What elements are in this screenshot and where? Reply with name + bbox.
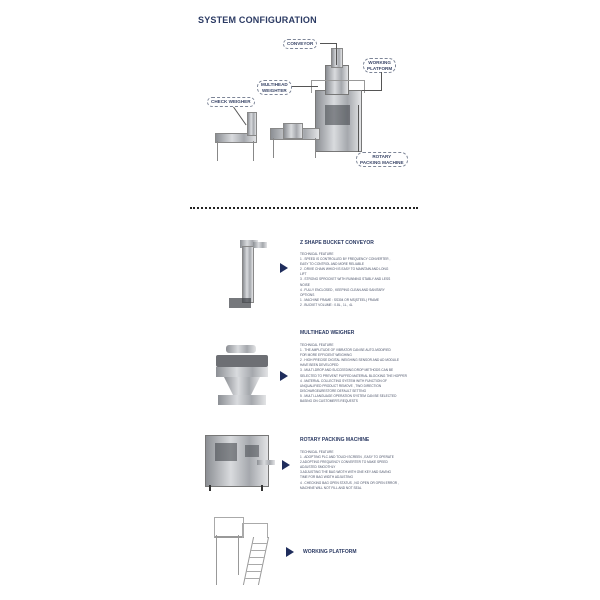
working-platform-frame: [311, 80, 365, 93]
arrow-icon: [280, 263, 288, 273]
multihead-weigher-image: [212, 340, 272, 410]
arrow-icon: [286, 547, 294, 557]
dotted-separator: [190, 207, 418, 209]
section-features: TECHNICAL FEATURE 1 . THE AMPLITUDE OF VIBRATOR CAN BE AUTO-MODIFIED FOR MORE EFFICIENT WEIGHING 2 . HIGH PRECISE DIGITAL WEIGHING SENSOR AND AD MODULE HAVE BEEN DEVELOPED 3 . MULTI-DROP AND SUCCEEDING DROP METHODS CAN BE SELECTED TO PREVENT PUFFED MATERIAL BLOCKING THE HOPPER 4 . MATERIAL COLLECTING SYSTEM WITH FUNCTION OF UNQUALIFIED PRODUCT REMOVE , TWO DIRECTION DISCHARGE&RESTORE DEFAULT SETTING 5 . MULTI-LANGUAGE OPERATION SYSTEM CAN BE SELECTED BASING ON CUSTOMER'S REQUESTS: [300, 343, 407, 404]
callout-rotary-packing-machine: ROTARY PACKING MACHINE: [356, 152, 408, 167]
callout-working-platform: WORKING PLATFORM: [363, 58, 396, 73]
page-title: SYSTEM CONFIGURATION: [198, 15, 317, 25]
callout-check-weigher: CHECK WEIGHER: [207, 97, 255, 107]
callout-multihead-weighter: MULTIHEAD WEIGHTER: [257, 80, 292, 95]
section-features: TECHNICAL FEATURE 1 . ADOPTING PLC AND TOUCH SCREEN , EASY TO OPERATE 2.ADOPTING FREQUENCY CONVERTER TO MAKE SPEED ADJUSTED SMOOTHLY 3.ADJUSTING THE BAG WIDTH WITH ONE KEY AND SAVING TIME FOR BAG WIDTH ADJUSTING 4 . CHECKING BAG OPEN STATUS , NO OPEN OR OPEN ERROR , MACHINE WILL NOT FILL AND NOT SEAL: [300, 450, 399, 490]
rotary-packing-machine-photo: [205, 435, 275, 495]
section-title: Z SHAPE BUCKET CONVEYOR: [300, 240, 374, 246]
working-platform-image: [210, 515, 275, 590]
section-title: WORKING PLATFORM: [303, 549, 357, 555]
bucket-conveyor-image: [225, 240, 275, 315]
section-title: ROTARY PACKING MACHINE: [300, 437, 370, 443]
arrow-icon: [280, 371, 288, 381]
arrow-icon: [282, 460, 290, 470]
section-features: TECHNICAL FEATURE 1 . SPEED IS CONTROLLED BY FREQUENCY CONVERTER , EASY TO CONTROL AND MORE RELIABLE 2 . DRIVE CHAIN WHICH IS EASY TO MAINTAIN AND LONG LIFT 3 . STRONG SPROCKET WITH RUNNING STABLY AND LESS NOISE 4 . FULLY ENCLOSED , KEEPING CLEAN AND SANITARY OPTIONS 1 . MACHINE FRAME : SS304 OR MS(STEEL) FRAME 2 . BUCKET VOLUME : 0.8L , 1L , 4L: [300, 252, 391, 307]
section-title: MULTIHEAD WEIGHER: [300, 330, 355, 336]
callout-conveyor: CONVEYOR: [283, 39, 317, 49]
